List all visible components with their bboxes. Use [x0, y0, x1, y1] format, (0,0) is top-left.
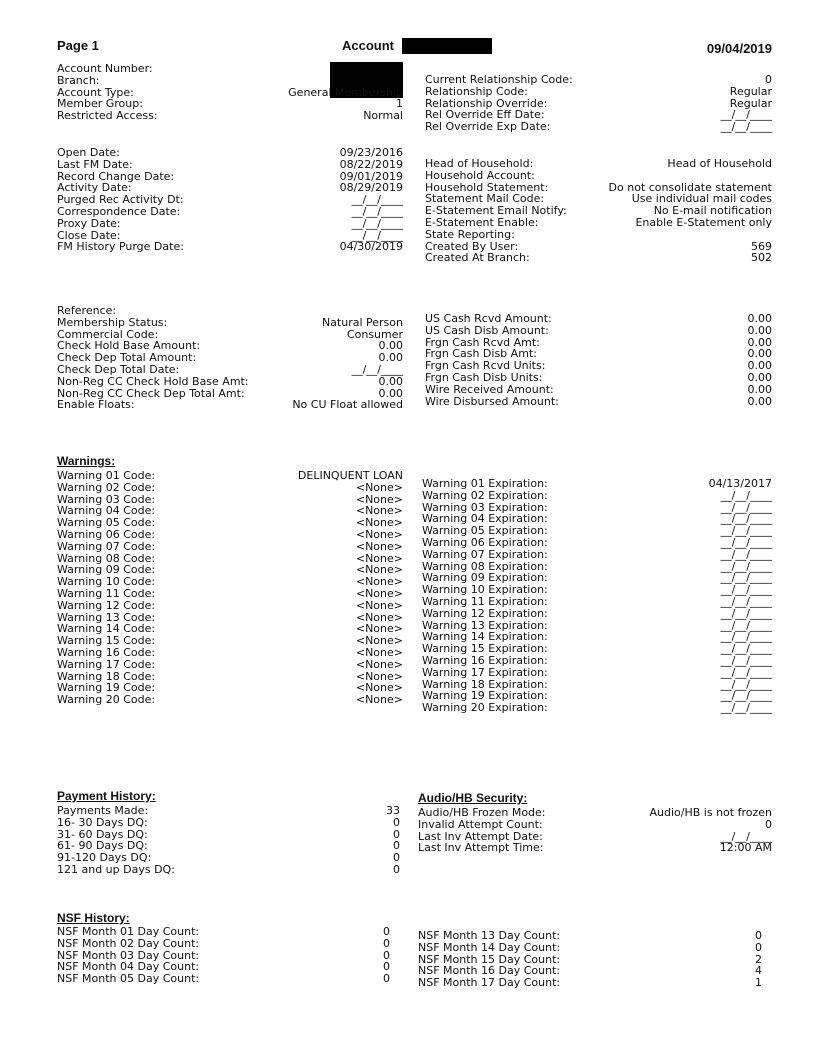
general-right-value: __/__/____: [720, 120, 772, 134]
warning-code-label: Warning 07 Code:: [57, 539, 156, 553]
warning-code-value: <None>: [355, 480, 403, 494]
misc-left-value: No CU Float allowed: [292, 398, 403, 412]
nsf-left-label: NSF Month 01 Day Count:: [57, 925, 200, 938]
warning-expiration-label: Warning 16 Expiration:: [422, 654, 548, 667]
payment-history-heading: Payment History:: [57, 789, 156, 803]
warning-code-value: <None>: [355, 634, 403, 648]
audio-security-row-value: Audio/HB is not frozen: [649, 806, 772, 819]
nsf-right-value: 1: [755, 976, 762, 990]
nsf-right-label: NSF Month 14 Day Count:: [418, 940, 561, 954]
misc-right-label: US Cash Disb Amount:: [425, 323, 549, 337]
warning-code-value: <None>: [355, 587, 403, 600]
nsf-right-value: 4: [755, 964, 762, 978]
dates-left-value: __/__/____: [351, 216, 403, 230]
warning-expiration-label: Warning 20 Expiration:: [422, 701, 548, 715]
nsf-right-label: NSF Month 17 Day Count:: [418, 976, 561, 990]
misc-left-value: Natural Person: [321, 315, 403, 329]
warning-code-value: <None>: [355, 516, 403, 530]
warning-code-value: <None>: [355, 610, 403, 624]
warning-expiration-label: Warning 01 Expiration:: [422, 477, 548, 490]
warning-code-label: Warning 08 Code:: [57, 551, 156, 565]
general-left-label: Account Type:: [57, 85, 134, 99]
payment-history-row-label: 121 and up Days DQ:: [57, 863, 175, 876]
general-left-value: Normal: [363, 109, 403, 123]
general-left-value: General Membership: [288, 85, 403, 99]
nsf-right-value: 2: [755, 952, 762, 966]
nsf-history-heading: NSF History:: [57, 911, 130, 925]
misc-left-label: Non-Reg CC Check Dep Total Amt:: [57, 386, 245, 400]
dates-right-value: Enable E-Statement only: [635, 216, 772, 229]
dates-left-label: Last FM Date:: [57, 157, 133, 171]
warning-expiration-value: __/__/____: [720, 701, 772, 715]
dates-right-label: Created At Branch:: [425, 251, 530, 265]
nsf-right-value: 0: [755, 940, 762, 954]
misc-right-label: Frgn Cash Disb Amt:: [425, 347, 537, 361]
warning-expiration-label: Warning 11 Expiration:: [422, 595, 548, 608]
warning-code-label: Warning 02 Code:: [57, 480, 156, 494]
misc-left-label: Commercial Code:: [57, 327, 159, 341]
warning-expiration-label: Warning 17 Expiration:: [422, 665, 548, 679]
warning-code-label: Warning 03 Code:: [57, 492, 156, 506]
misc-right-label: US Cash Rcvd Amount:: [425, 312, 552, 325]
warning-code-label: Warning 09 Code:: [57, 563, 156, 577]
audio-security-heading: Audio/HB Security:: [418, 791, 528, 805]
misc-left-label: Membership Status:: [57, 315, 168, 329]
dates-left-label: Activity Date:: [57, 181, 132, 195]
page-number: Page 1: [57, 38, 99, 53]
warning-code-value: <None>: [355, 669, 403, 683]
misc-right-value: 0.00: [747, 323, 772, 337]
dates-left-label: Close Date:: [57, 228, 121, 242]
warning-code-value: <None>: [355, 492, 403, 506]
warning-code-label: Warning 06 Code:: [57, 528, 156, 541]
general-left-label: Member Group:: [57, 97, 143, 111]
warning-code-label: Warning 19 Code:: [57, 681, 156, 695]
warning-code-label: Warning 15 Code:: [57, 634, 156, 648]
warning-code-value: <None>: [355, 657, 403, 671]
warning-code-label: Warning 20 Code:: [57, 693, 156, 707]
dates-right-value: Head of Household: [667, 157, 772, 170]
general-right-label: Relationship Override:: [425, 96, 548, 110]
warning-code-value: <None>: [355, 681, 403, 695]
warning-code-label: Warning 01 Code:: [57, 469, 156, 482]
payment-history-row-label: 91-120 Days DQ:: [57, 851, 152, 865]
warning-code-label: Warning 17 Code:: [57, 657, 156, 671]
warning-code-label: Warning 16 Code:: [57, 646, 156, 659]
warning-expiration-label: Warning 14 Expiration:: [422, 630, 548, 644]
audio-security-row-label: Last Inv Attempt Date:: [418, 829, 543, 843]
misc-left-value: 0.00: [378, 351, 403, 365]
audio-security-row-label: Invalid Attempt Count:: [418, 817, 543, 831]
warning-expiration-value: __/__/____: [720, 618, 772, 632]
warning-expiration-label: Warning 07 Expiration:: [422, 547, 548, 561]
warning-expiration-label: Warning 05 Expiration:: [422, 524, 548, 538]
misc-left-label: Check Dep Total Amount:: [57, 351, 197, 365]
warning-code-label: Warning 12 Code:: [57, 598, 156, 612]
nsf-left-label: NSF Month 03 Day Count:: [57, 948, 200, 962]
warning-expiration-label: Warning 02 Expiration:: [422, 488, 548, 502]
misc-right-value: 0.00: [747, 335, 772, 349]
misc-left-value: __/__/____: [351, 363, 403, 376]
dates-right-label: Household Account:: [425, 168, 535, 182]
dates-right-value: Use individual mail codes: [631, 192, 772, 206]
warning-code-value: <None>: [355, 563, 403, 577]
dates-left-value: __/__/____: [351, 228, 403, 242]
warning-expiration-value: __/__/____: [720, 488, 772, 502]
misc-left-value: Consumer: [346, 327, 403, 341]
warning-expiration-value: __/__/____: [720, 689, 772, 703]
general-right-value: 0: [765, 73, 772, 86]
nsf-right-value: 0: [755, 929, 762, 942]
payment-history-row-label: 61- 90 Days DQ:: [57, 839, 148, 853]
misc-left-label: Reference:: [57, 304, 117, 317]
nsf-left-value: 0: [383, 948, 390, 962]
warning-expiration-value: __/__/____: [720, 665, 772, 679]
general-right-label: Rel Override Exp Date:: [425, 120, 551, 134]
warning-code-value: <None>: [355, 528, 403, 541]
payment-history-row-label: 16- 30 Days DQ:: [57, 815, 148, 829]
dates-right-label: Created By User:: [425, 239, 519, 253]
nsf-left-label: NSF Month 04 Day Count:: [57, 960, 200, 974]
warning-expiration-label: Warning 10 Expiration:: [422, 583, 548, 597]
misc-left-label: Check Dep Total Date:: [57, 363, 180, 376]
dates-left-label: Purged Rec Activity Dt:: [57, 193, 184, 207]
payment-history-row-value: 0: [393, 827, 400, 841]
general-right-label: Rel Override Eff Date:: [425, 108, 545, 122]
dates-left-value: 09/23/2016: [339, 146, 403, 159]
nsf-left-value: 0: [383, 925, 390, 938]
general-right-value: __/__/____: [720, 108, 772, 122]
warning-code-value: <None>: [355, 575, 403, 589]
payment-history-row-value: 0: [393, 839, 400, 853]
warnings-heading: Warnings:: [57, 454, 116, 468]
warning-code-label: Warning 10 Code:: [57, 575, 156, 589]
dates-right-value: 569: [751, 239, 772, 253]
general-right-label: Relationship Code:: [425, 84, 528, 98]
dates-left-value: 08/29/2019: [339, 181, 403, 195]
dates-right-value: Do not consolidate statement: [608, 180, 772, 194]
dates-right-label: Statement Mail Code:: [425, 192, 545, 206]
dates-left-label: Proxy Date:: [57, 216, 121, 230]
warning-code-label: Warning 18 Code:: [57, 669, 156, 683]
warning-expiration-label: Warning 12 Expiration:: [422, 606, 548, 620]
warning-code-label: Warning 05 Code:: [57, 516, 156, 530]
dates-left-label: Record Change Date:: [57, 169, 175, 183]
warning-expiration-value: 04/13/2017: [708, 477, 772, 490]
nsf-left-value: 0: [383, 960, 390, 974]
general-left-value: 1: [396, 97, 403, 111]
payment-history-row-label: 31- 60 Days DQ:: [57, 827, 148, 841]
misc-left-label: Enable Floats:: [57, 398, 135, 412]
nsf-left-label: NSF Month 05 Day Count:: [57, 972, 200, 986]
warning-code-value: <None>: [355, 539, 403, 553]
nsf-left-value: 0: [383, 972, 390, 986]
dates-right-label: E-Statement Enable:: [425, 216, 539, 229]
warning-expiration-value: __/__/____: [720, 630, 772, 644]
misc-left-value: 0.00: [378, 339, 403, 353]
warning-code-label: Warning 14 Code:: [57, 622, 156, 636]
warning-expiration-value: __/__/____: [720, 642, 772, 656]
general-right-value: Regular: [729, 96, 772, 110]
warning-expiration-label: Warning 13 Expiration:: [422, 618, 548, 632]
dates-left-value: __/__/____: [351, 205, 403, 218]
audio-security-row-value: 0: [765, 817, 772, 831]
dates-left-value: __/__/____: [351, 193, 403, 207]
dates-left-value: 08/22/2019: [339, 157, 403, 171]
warning-expiration-label: Warning 04 Expiration:: [422, 512, 548, 526]
payment-history-row-value: 33: [386, 804, 400, 817]
misc-right-value: 0.00: [747, 394, 772, 408]
warning-expiration-value: __/__/____: [720, 654, 772, 667]
warning-expiration-value: __/__/____: [720, 571, 772, 585]
payment-history-row-label: Payments Made:: [57, 804, 149, 817]
audio-security-row-label: Audio/HB Frozen Mode:: [418, 806, 546, 819]
warning-expiration-label: Warning 06 Expiration:: [422, 536, 548, 549]
payment-history-row-value: 0: [393, 863, 400, 876]
misc-right-value: 0.00: [747, 312, 772, 325]
report-date: 09/04/2019: [706, 41, 772, 56]
warning-expiration-value: __/__/____: [720, 583, 772, 597]
audio-security-row-value: __/__/____: [720, 829, 772, 843]
misc-left-label: Non-Reg CC Check Hold Base Amt:: [57, 374, 249, 388]
warning-expiration-value: __/__/____: [720, 536, 772, 549]
nsf-left-value: 0: [383, 936, 390, 950]
warning-expiration-value: __/__/____: [720, 559, 772, 573]
audio-security-row-value: 12:00 AM: [719, 841, 772, 855]
warning-expiration-value: __/__/____: [720, 512, 772, 526]
warning-expiration-value: __/__/____: [720, 524, 772, 538]
warning-expiration-label: Warning 03 Expiration:: [422, 500, 548, 514]
misc-right-label: Wire Disbursed Amount:: [425, 394, 559, 408]
warning-expiration-label: Warning 15 Expiration:: [422, 642, 548, 656]
nsf-right-label: NSF Month 13 Day Count:: [418, 929, 561, 942]
misc-right-value: 0.00: [747, 359, 772, 373]
general-left-label: Restricted Access:: [57, 109, 158, 123]
dates-left-label: Correspondence Date:: [57, 205, 181, 218]
warning-expiration-value: __/__/____: [720, 606, 772, 620]
dates-right-value: 502: [751, 251, 772, 265]
dates-left-label: FM History Purge Date:: [57, 240, 184, 254]
general-left-label: Account Number:: [57, 62, 153, 75]
payment-history-row-value: 0: [393, 815, 400, 829]
general-right-label: Current Relationship Code:: [425, 73, 573, 86]
misc-left-value: 0.00: [378, 386, 403, 400]
nsf-right-label: NSF Month 16 Day Count:: [418, 964, 561, 978]
warning-code-label: Warning 11 Code:: [57, 587, 156, 600]
dates-right-value: No E-mail notification: [653, 204, 772, 218]
warning-code-value: DELINQUENT LOAN: [297, 469, 403, 482]
misc-right-label: Frgn Cash Rcvd Units:: [425, 359, 546, 373]
dates-left-value: 04/30/2019: [339, 240, 403, 254]
warning-code-value: <None>: [355, 693, 403, 707]
warning-code-value: <None>: [355, 598, 403, 612]
warning-expiration-value: __/__/____: [720, 500, 772, 514]
warning-expiration-label: Warning 19 Expiration:: [422, 689, 548, 703]
dates-right-label: Head of Household:: [425, 157, 534, 170]
warning-expiration-label: Warning 18 Expiration:: [422, 677, 548, 691]
misc-right-value: 0.00: [747, 382, 772, 396]
warning-expiration-value: __/__/____: [720, 677, 772, 691]
warning-code-value: <None>: [355, 622, 403, 636]
page-title: Account: [342, 38, 394, 53]
nsf-left-label: NSF Month 02 Day Count:: [57, 936, 200, 950]
warning-code-label: Warning 13 Code:: [57, 610, 156, 624]
audio-security-row-label: Last Inv Attempt Time:: [418, 841, 544, 855]
misc-left-label: Check Hold Base Amount:: [57, 339, 201, 353]
dates-left-value: 09/01/2019: [339, 169, 403, 183]
redaction-bar: [402, 38, 492, 54]
misc-right-label: Frgn Cash Disb Units:: [425, 371, 543, 384]
payment-history-row-value: 0: [393, 851, 400, 865]
dates-right-label: Household Statement:: [425, 180, 549, 194]
warning-code-label: Warning 04 Code:: [57, 504, 156, 518]
warning-expiration-value: __/__/____: [720, 547, 772, 561]
misc-left-value: 0.00: [378, 374, 403, 388]
warning-code-value: <None>: [355, 646, 403, 659]
dates-right-label: State Reporting:: [425, 227, 515, 241]
dates-right-label: E-Statement Email Notify:: [425, 204, 567, 218]
misc-right-value: 0.00: [747, 371, 772, 384]
general-left-label: Branch:: [57, 73, 100, 87]
general-right-value: Regular: [729, 84, 772, 98]
warning-code-value: <None>: [355, 504, 403, 518]
warning-expiration-label: Warning 08 Expiration:: [422, 559, 548, 573]
nsf-right-label: NSF Month 15 Day Count:: [418, 952, 561, 966]
misc-right-label: Frgn Cash Rcvd Amt:: [425, 335, 540, 349]
misc-right-value: 0.00: [747, 347, 772, 361]
warning-code-value: <None>: [355, 551, 403, 565]
dates-left-label: Open Date:: [57, 146, 120, 159]
misc-right-label: Wire Received Amount:: [425, 382, 554, 396]
warning-expiration-value: __/__/____: [720, 595, 772, 608]
warning-expiration-label: Warning 09 Expiration:: [422, 571, 548, 585]
